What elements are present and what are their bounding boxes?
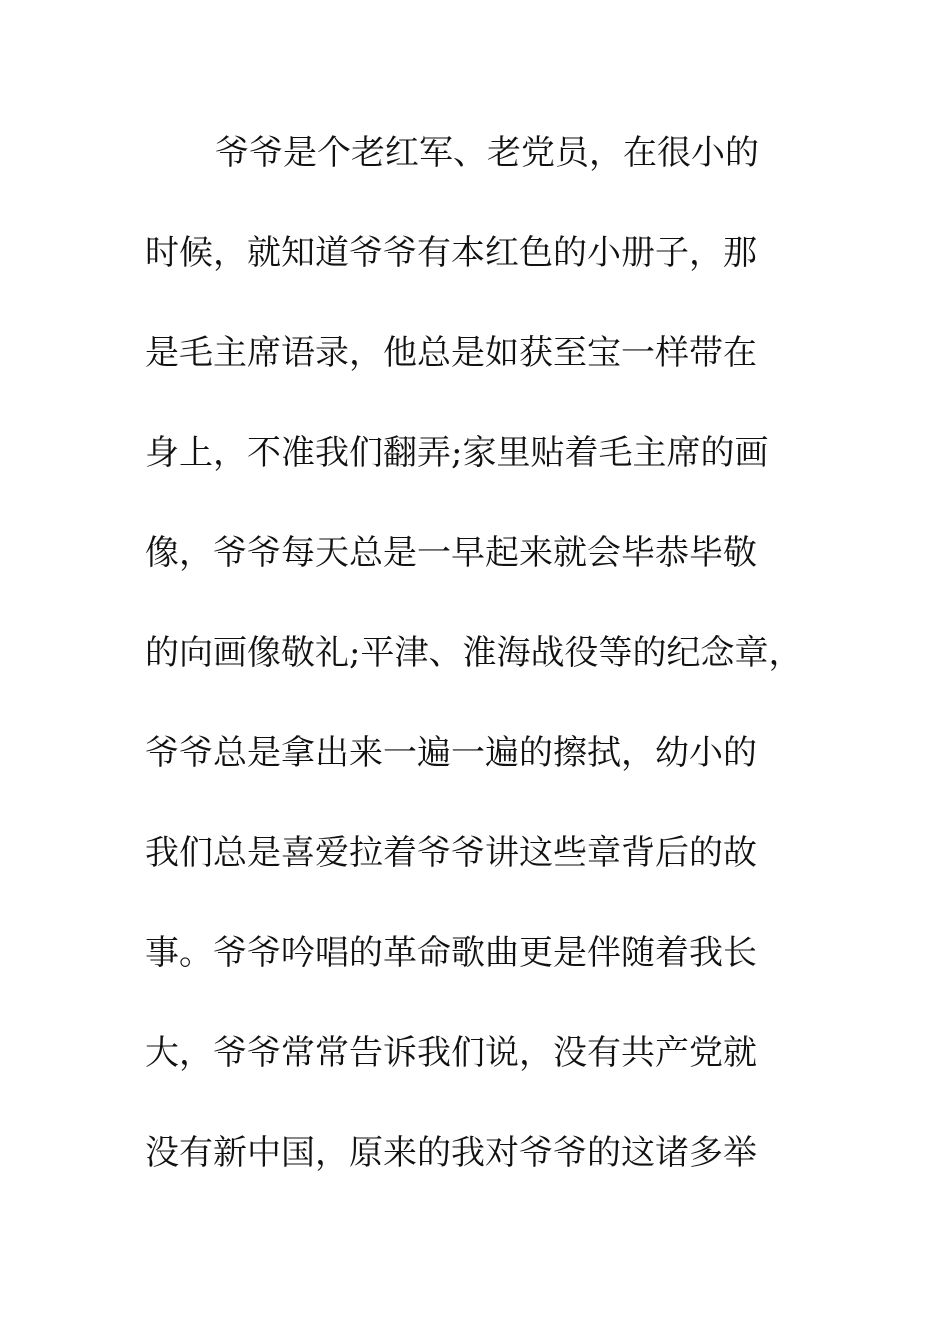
text-line: 时候，就知道爷爷有本红色的小册子，那 <box>145 233 757 273</box>
text-line: 没有新中国，原来的我对爷爷的这诸多举 <box>145 1133 757 1173</box>
text-line: 爷爷是个老红军、老党员，在很小的 <box>215 133 759 173</box>
text-line: 事。爷爷吟唱的革命歌曲更是伴随着我长 <box>145 933 757 973</box>
text-line: 身上，不准我们翻弄;家里贴着毛主席的画 <box>145 433 769 473</box>
body-paragraph <box>145 126 825 1226</box>
text-line: 大，爷爷常常告诉我们说，没有共产党就 <box>145 1033 757 1073</box>
text-line: 是毛主席语录，他总是如获至宝一样带在 <box>145 333 757 373</box>
text-line: 的向画像敬礼;平津、淮海战役等的纪念章， <box>145 633 803 673</box>
text-line: 像，爷爷每天总是一早起来就会毕恭毕敬 <box>145 533 757 573</box>
text-line: 爷爷总是拿出来一遍一遍的擦拭，幼小的 <box>145 733 757 773</box>
text-line: 我们总是喜爱拉着爷爷讲这些章背后的故 <box>145 833 757 873</box>
